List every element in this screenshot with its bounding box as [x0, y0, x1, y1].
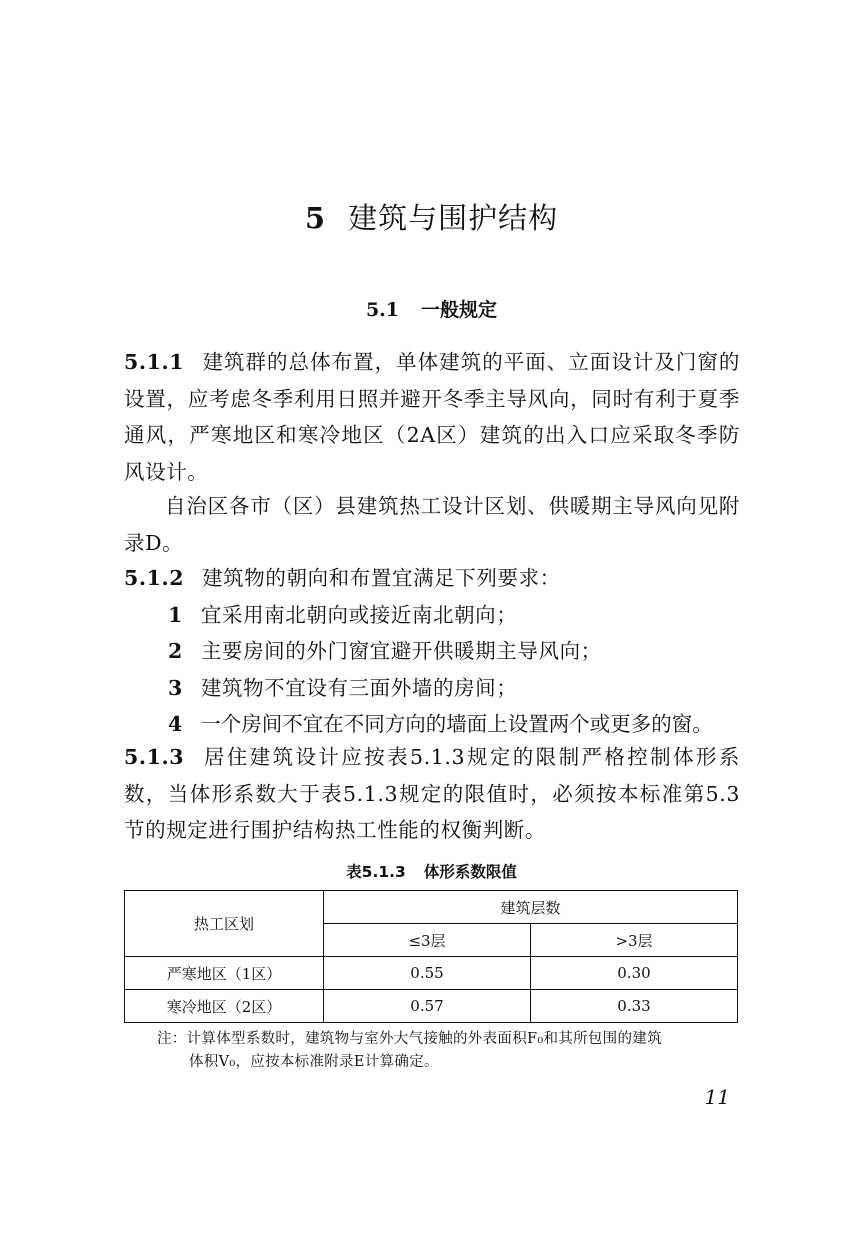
item-number: 3 — [168, 675, 183, 700]
clause-text: 居住建筑设计应按表5.1.3规定的限制严格控制体形系数，当体形系数大于表5.1.3规定的限值时，必须按本标准第5.3节的规定进行围护结构热工性能的权衡判断。 — [124, 745, 740, 842]
item-text: 建筑物不宜设有三面外墙的房间； — [200, 675, 518, 700]
list-item — [124, 670, 740, 707]
item-text: 主要房间的外门窗宜避开供暖期主导风向； — [200, 639, 602, 663]
item-text: 一个房间不宜在不同方向的墙面上设置两个或更多的窗。 — [200, 712, 713, 736]
item-text: 宜采用南北朝向或接近南北朝向； — [200, 602, 518, 627]
clause-text: 建筑群的总体布置，单体建筑的平面、立面设计及门窗的设置，应考虑冬季利用日照并避开冬季主导风向，同时有利于夏季通风，严寒地区和寒冷地区（2A区）建筑的出入口应采取冬季防风设计。 — [124, 350, 740, 484]
list-item — [124, 633, 740, 670]
clause-5-1-1 — [124, 344, 740, 490]
table-row — [125, 990, 738, 1023]
chapter-title — [0, 196, 863, 237]
value-cell: 0.57 — [324, 990, 531, 1023]
section-title — [0, 295, 863, 322]
list-item — [124, 597, 740, 634]
section-title-text: 一般规定 — [421, 299, 498, 321]
header-col-le3: ≤3层 — [324, 924, 531, 957]
header-floors: 建筑层数 — [324, 891, 738, 924]
table-title — [0, 860, 863, 882]
header-zone: 热工区划 — [125, 891, 324, 957]
value-cell: 0.30 — [531, 957, 738, 990]
note-line-1: 注：计算体型系数时，建筑物与室外大气接触的外表面积F₀和其所包围的建筑 — [157, 1031, 662, 1047]
clause-5-1-1-para2 — [124, 488, 740, 561]
shape-coefficient-table — [124, 890, 738, 1023]
note-line-2: 体积V₀，应按本标准附录E计算确定。 — [189, 1054, 439, 1070]
section-number: 5.1 — [365, 299, 400, 321]
zone-cell: 寒冷地区（2区） — [125, 990, 324, 1023]
table-title-text: 体形系数限值 — [423, 863, 517, 881]
table-note — [157, 1028, 741, 1074]
paragraph-text: 自治区各市（区）县建筑热工设计区划、供暖期主导风向见附录D。 — [124, 494, 740, 555]
zone-cell: 严寒地区（1区） — [125, 957, 324, 990]
item-number: 4 — [168, 712, 183, 736]
header-col-gt3: >3层 — [531, 924, 738, 957]
clause-number: 5.1.1 — [124, 350, 185, 374]
item-number: 1 — [168, 602, 183, 627]
clause-5-1-2 — [124, 560, 740, 743]
clause-number: 5.1.3 — [124, 745, 185, 769]
clause-number: 5.1.2 — [124, 566, 185, 590]
table-row — [125, 957, 738, 990]
value-cell: 0.33 — [531, 990, 738, 1023]
page-number: 11 — [704, 1085, 730, 1109]
chapter-title-text: 建筑与围护结构 — [348, 201, 559, 235]
table-number: 表5.1.3 — [346, 863, 406, 881]
value-cell: 0.55 — [324, 957, 531, 990]
clause-text: 建筑物的朝向和布置宜满足下列要求： — [202, 566, 561, 590]
chapter-number: 5 — [304, 201, 327, 235]
list-item — [124, 706, 740, 743]
item-number: 2 — [168, 639, 183, 663]
clause-5-1-3 — [124, 739, 740, 849]
